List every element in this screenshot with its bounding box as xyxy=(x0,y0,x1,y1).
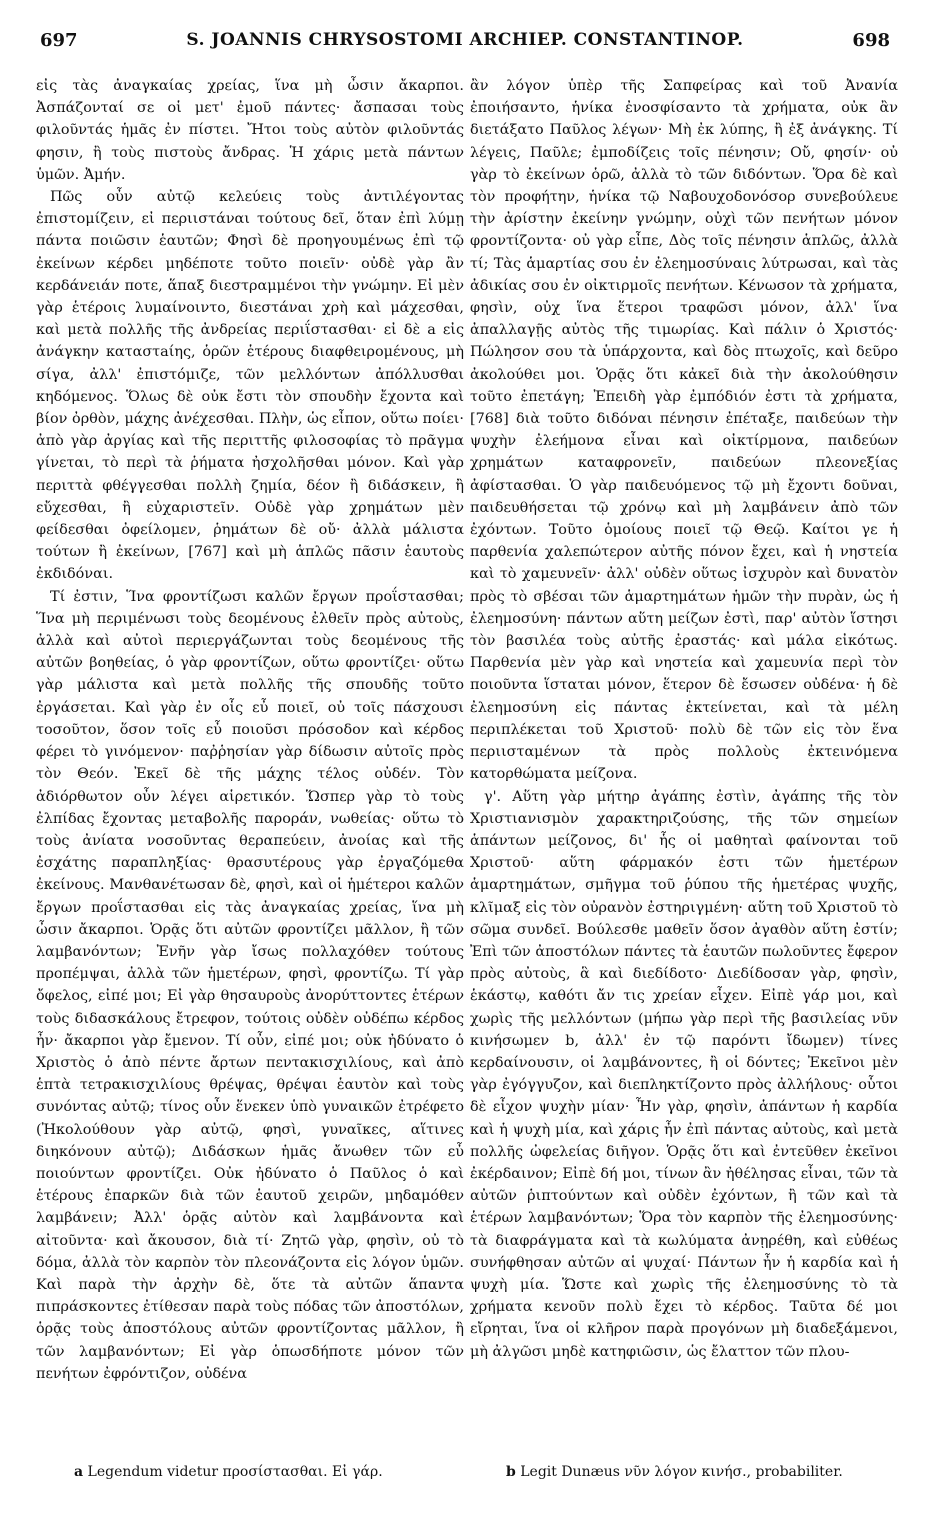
footnote-a-text: Legendum videtur προσίστασθαι. Εἰ γάρ. xyxy=(87,1464,383,1480)
left-paragraph-3: Τί ἐστιν, Ἵνα φροντίζωσι καλῶν ἔργων προΐστασθαι; Ἵνα μὴ περιμένωσι τοὺς δεομένους ἐλθεῖν πρὸς αὐτοὺς, ἀλλὰ καὶ αὐτοὶ περιεργάζωνται τοὺς δεομένους τῆς αὐτῶν βοηθείας, ὁ γὰρ φροντίζων, οὕτω φροντίζει· οὕτω γὰρ μάλιστα καὶ μετὰ πολλῆς τῆς σπουδῆς τοῦτο ἐργάσεται. Καὶ γὰρ ἐν οἷς εὖ ποιεῖ, οὐ τοῖς πάσχουσι τοσοῦτον, ὅσον τοῖς εὖ ποιοῦσι πρόσοδον καὶ κέρδος φέρει τὸ γινόμενον· παῤῥησίαν γὰρ δίδωσιν αὐτοῖς πρὸς τὸν Θεόν. Ἐκεῖ δὲ τῆς μάχης τέλος οὐδέν. Τὸν ἀδιόρθωτον οὖν λέγει αἱρετικόν. Ὥσπερ γὰρ τὸ τοὺς ἐλπίδας ἔχοντας μεταβολῆς παροράν, νωθείας· οὕτω τὸ τοὺς ἀνίατα νοσοῦντας θεραπεύειν, ἀνοίας καὶ τῆς ἐσχάτης παραπληξίας· θρασυτέρους γὰρ ἐργαζόμεθα ἐκείνους. Μανθανέτωσαν δὲ, φησὶ, καὶ οἱ ἡμέτεροι καλῶν ἔργων προΐστασθαι εἰς τὰς ἀναγκαίας χρείας, ἵνα μὴ ὦσιν ἄκαρποι. Ὁρᾷς ὅτι αὐτῶν φροντίζει μᾶλλον, ἢ τῶν λαμβανόντων; Ἐνῆν γὰρ ἴσως πολλαχόθεν τούτους προπέμψαι, ἀλλὰ τῶν ἡμετέρων, φησὶ, φροντίζω. Τί γὰρ ὄφελος, εἰπέ μοι; Εἰ γὰρ θησαυροὺς ἀνορύττοντες ἑτέρων τοὺς διδασκάλους ἔτρεφον, τούτοις οὐδὲν οὐδέπω κέρδος ἦν· ἄκαρποι γὰρ ἔμενον. Τί οὖν, εἰπέ μοι; οὐκ ἠδύνατο ὁ Χριστὸς ὁ ἀπὸ πέντε ἄρτων πεντακισχιλίους, καὶ ἀπὸ ἑπτὰ τετρακισχιλίους θρέψας, θρέψαι ἑαυτὸν καὶ τοὺς συνόντας αὐτῷ; τίνος οὖν ἕνεκεν ὑπὸ γυναικῶν ἐτρέφετο (Ἠκολούθουν γὰρ αὐτῷ, φησὶ, γυναῖκες, αἵτινες διηκόνουν αὐτῷ); Διδάσκων ἡμᾶς ἄνωθεν τῶν εὖ ποιούντων φροντίζει. Οὐκ ἠδύνατο ὁ Παῦλος ὁ καὶ ἑτέρους ἐπαρκῶν διὰ τῶν ἑαυτοῦ χειρῶν, μηδαμόθεν λαμβάνειν; Ἀλλ' ὁρᾷς αὐτὸν καὶ λαμβάνοντα καὶ αἰτοῦντα· καὶ ἄκουσον, διὰ τί· Ζητῶ γὰρ, φησὶν, οὐ τὸ δόμα, ἀλλὰ τὸν καρπὸν τὸν πλεονάζοντα εἰς λόγον ὑμῶν. Καὶ παρὰ τὴν ἀρχὴν δὲ, ὅτε τὰ αὐτῶν ἅπαντα πιπράσκοντες ἐτίθεσαν παρὰ τοὺς πόδας τῶν ἀποστόλων, ὁρᾷς τοὺς ἀποστόλους αὐτῶν φροντίζοντας μᾶλλον, ἢ τῶν λαμβανόντων; Εἰ γὰρ ὁπωσδήποτε μόνον τῶν πενήτων ἐφρόντιζον, οὐδένα xyxy=(36,588,464,1382)
footnote-b-mark: b xyxy=(506,1464,516,1480)
footnote-a-mark: a xyxy=(74,1464,84,1480)
running-head xyxy=(40,30,890,60)
running-title: S. JOANNIS CHRYSOSTOMI ARCHIEP. CONSTANTINOP. xyxy=(186,30,744,50)
right-paragraph-1: ἂν λόγον ὑπὲρ τῆς Σαπφείρας καὶ τοῦ Ἀνανία ἐποιήσαντο, ἡνίκα ἐνοσφίσαντο τὰ χρήματα, οὐκ ἂν διετάξατο Παῦλος λέγων· Μὴ ἐκ λύπης, ἢ ἐξ ἀνάγκης. Τί λέγεις, Παῦλε; ἐμποδίζεις τοῖς πένησιν; Οὔ, φησίν· οὐ γὰρ τὸ ἐκείνων ὁρῶ, ἀλλὰ τὸ τῶν διδόντων. Ὅρα δὲ καὶ τὸν προφήτην, ἡνίκα τῷ Ναβουχοδονόσορ συνεβούλευε τὴν ἀρίστην ἐκείνην γνώμην, οὐχὶ τῶν πενήτων μόνον φροντίζοντα· οὐ γὰρ εἶπε, Δὸς τοῖς πένησιν ἁπλῶς, ἀλλὰ τί; Τὰς ἁμαρτίας σου ἐν ἐλεημοσύναις λύτρωσαι, καὶ τὰς ἀδικίας σου ἐν οἰκτιρμοῖς πενήτων. Κένωσον τὰ χρήματα, φησὶν, οὐχ ἵνα ἕτεροι τραφῶσι μόνον, ἀλλ' ἵνα ἀπαλλαγῇς αὐτὸς τῆς τιμωρίας. Καὶ πάλιν ὁ Χριστός· Πώλησον σου τὰ ὑπάρχοντα, καὶ δὸς πτωχοῖς, καὶ δεῦρο ἀκολούθει μοι. Ὁρᾷς ὅτι κἀκεῖ διὰ τὴν ἀκολούθησιν τοῦτο ἐπετάγη; Ἐπειδὴ γὰρ ἐμπόδιόν ἐστι τὰ χρήματα, [768] διὰ τοῦτο διδόναι πένησιν ἐπέταξε, παιδεύων τὴν ψυχὴν ἐλεήμονα εἶναι καὶ οἰκτίρμονα, παιδεύων χρημάτων καταφρονεῖν, παιδεύων πλεονεξίας ἀφίστασθαι. Ὁ γὰρ παιδευόμενος τῷ μὴ ἔχοντι δοῦναι, παιδευθήσεται τῷ χρόνῳ καὶ μὴ λαμβάνειν ἀπὸ τῶν ἐχόντων. Τοῦτο ὁμοίους ποιεῖ τῷ Θεῷ. Καίτοι γε ἡ παρθενία χαλεπώτερον αὐτῆς πόνον ἔχει, καὶ ἡ νηστεία καὶ τὸ χαμευνεῖν· ἀλλ' οὐδὲν οὕτως ἰσχυρὸν καὶ δυνατὸν πρὸς τὸ σβέσαι τῶν ἁμαρτημάτων ἡμῶν τὴν πυρὰν, ὡς ἡ ἐλεημοσύνη· πάντων αὕτη μείζων ἐστὶ, παρ' αὐτὸν ἵστησι τὸν βασιλέα τοὺς αὐτῆς ἐραστάς· καὶ μάλα εἰκότως. Παρθενία μὲν γὰρ καὶ νηστεία καὶ χαμευνία περὶ τὸν ποιοῦντα ἵσταται μόνον, ἕτερον δὲ ἔσωσεν οὐδένα· ἡ δὲ ἐλεημοσύνη εἰς πάντας ἐκτείνεται, καὶ τὰ μέλη περιπλέκεται τοῦ Χριστοῦ· πολὺ δὲ τῶν εἰς τὸν ἕνα περιισταμένων τὰ πρὸς πολλοὺς ἐκτεινόμενα κατορθώματα μείζονα. xyxy=(470,78,898,783)
left-paragraph-2: Πῶς οὖν αὐτῷ κελεύεις τοὺς ἀντιλέγοντας ἐπιστομίζειν, εἰ περιιστάναι τούτους δεῖ, ὅταν ἐπὶ λύμῃ πάντα ποιῶσιν ἑαυτῶν; Φησὶ δὲ προηγουμένως ἐπὶ τῷ ἐκείνων κέρδει μηδέποτε τοῦτο ποιεῖν· οὐδὲ γὰρ ἂν κερδάνειάν ποτε, ἅπαξ διεστραμμένοι τὴν γνώμην. Εἰ μὲν γὰρ ἑτέροις λυμαίνοιντο, διεστάναι χρὴ καὶ μάχεσθαι, καὶ μετὰ πολλῆς τῆς ἀνδρείας περιΐστασθαι· εἰ δὲ a εἰς ἀνάγκην καταστaίης, ὁρῶν ἑτέρους διαφθειρομένους, μὴ σίγα, ἀλλ' ἐπιστόμιζε, τῶν μελλόντων ἀπόλλυσθαι κηδόμενος. Ὅλως δὲ οὐκ ἔστι τὸν σπουδὴν ἔχοντα καὶ βίον ὀρθὸν, μάχης ἀνέχεσθαι. Πλὴν, ὡς εἶπον, οὕτω ποίει· ἀπὸ γὰρ ἀργίας καὶ τῆς περιττῆς φιλοσοφίας τὸ πρᾶγμα γίνεται, τὸ περὶ τὰ ῥήματα ἠσχολῆσθαι μόνον. Καὶ γὰρ περιττὰ φθέγγεσθαι πολλὴ ζημία, δέον ἢ διδάσκειν, ἢ εὔχεσθαι, ἢ εὐχαριστεῖν. Οὐδὲ γὰρ χρημάτων μὲν φείδεσθαι ὀφείλομεν, ῥημάτων δὲ οὔ· ἀλλὰ μάλιστα τούτων ἢ ἐκείνων, [767] καὶ μὴ ἁπλῶς πᾶσιν ἑαυτοὺς ἐκδιδόναι. xyxy=(36,189,464,583)
footnote-a xyxy=(74,1464,383,1480)
left-paragraph-1: εἰς τὰς ἀναγκαίας χρείας, ἵνα μὴ ὦσιν ἄκαρποι. Ἀσπάζονταί σε οἱ μετ' ἐμοῦ πάντες· ἄσπασαι τοὺς φιλοῦντάς ἡμᾶς ἐν πίστει. Ἤτοι τοὺς αὐτὸν φιλοῦντάς φησιν, ἢ τοὺς πιστοὺς ἄνδρας. Ἡ χάρις μετὰ πάντων ὑμῶν. Ἀμήν. xyxy=(36,78,464,183)
left-column xyxy=(36,75,464,1385)
right-column xyxy=(470,75,898,1363)
page-number-right: 698 xyxy=(852,30,890,51)
footnote-b-text: Legit Dunæus νῦν λόγον κινήσ., probabiliter. xyxy=(520,1464,843,1480)
footnotes xyxy=(0,1464,930,1494)
page-number-left: 697 xyxy=(40,30,78,51)
footnote-b xyxy=(506,1464,843,1480)
right-paragraph-2: γ'. Αὕτη γὰρ μήτηρ ἀγάπης ἐστὶν, ἀγάπης τῆς τὸν Χριστιανισμὸν χαρακτηριζούσης, τῆς τῶν σημείων ἁπάντων μείζονος, δι' ἧς οἱ μαθηταὶ φαίνονται τοῦ Χριστοῦ· αὕτη φάρμακόν ἐστι τῶν ἡμετέρων ἁμαρτημάτων, σμῆγμα τοῦ ῥύπου τῆς ἡμετέρας ψυχῆς, κλῖμαξ εἰς τὸν οὐρανὸν ἐστηριγμένη· αὕτη τοῦ Χριστοῦ τὸ σῶμα συνδεῖ. Βούλεσθε μαθεῖν ὅσον ἀγαθὸν αὕτη ἐστίν; Ἐπὶ τῶν ἀποστόλων πάντες τὰ ἑαυτῶν πωλοῦντες ἔφερον πρὸς αὐτοὺς, ἃ καὶ διεδίδοτο· Διεδίδοσαν γὰρ, φησὶν, ἑκάστῳ, καθότι ἄν τις χρείαν εἶχεν. Εἰπὲ γάρ μοι, καὶ χωρὶς τῆς μελλόντων (μήπω γὰρ περὶ τῆς βασιλείας νῦν κινήσωμεν b, ἀλλ' ἐν τῷ παρόντι ἴδωμεν) τίνες κερδαίνουσιν, οἱ λαμβάνοντες, ἢ οἱ δόντες; Ἐκεῖνοι μὲν γὰρ ἐγόγγυζον, καὶ διεπληκτίζοντο πρὸς ἀλλήλους· οὗτοι δὲ εἶχον ψυχὴν μίαν· Ἦν γὰρ, φησὶν, ἁπάντων ἡ καρδία καὶ ἡ ψυχὴ μία, καὶ χάρις ἦν ἐπὶ πάντας αὐτοὺς, καὶ μετὰ πολλῆς ὠφελείας διῆγον. Ὁρᾷς ὅτι καὶ ἐντεῦθεν ἐκεῖνοι ἐκέρδαινον; Εἰπὲ δή μοι, τίνων ἂν ἠθέλησας εἶναι, τῶν τὰ αὐτῶν ῥιπτούντων καὶ οὐδὲν ἐχόντων, ἢ τῶν καὶ τὰ ἑτέρων λαμβανόντων; Ὅρα τὸν καρπὸν τῆς ἐλεημοσύνης· τὰ διαφράγματα καὶ τὰ κωλύματα ἀνῃρέθη, καὶ εὐθέως συνήφθησαν αὐτῶν αἱ ψυχαί· Πάντων ἦν ἡ καρδία καὶ ἡ ψυχὴ μία. Ὥστε καὶ χωρὶς τῆς ἐλεημοσύνης τὸ τὰ χρήματα κενοῦν πολὺ ἔχει τὸ κέρδος. Ταῦτα δέ μοι εἴρηται, ἵνα οἱ κλῆρον παρὰ προγόνων μὴ διαδεξάμενοι, μὴ ἀλγῶσι μηδὲ κατηφιῶσιν, ὡς ἔλαττον τῶν πλου- xyxy=(470,788,898,1360)
